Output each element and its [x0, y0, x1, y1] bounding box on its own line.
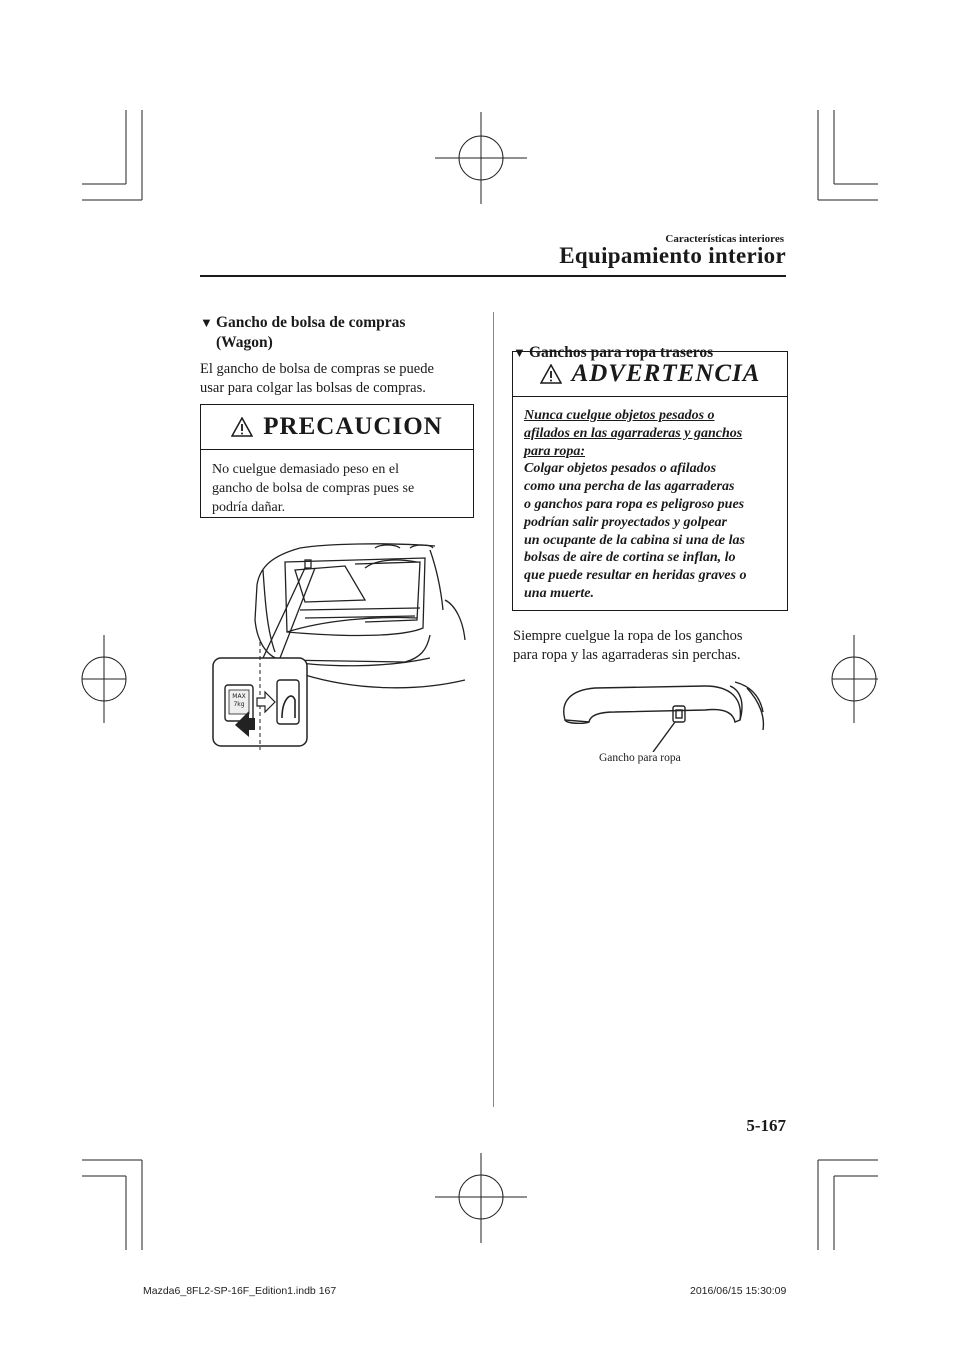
triangle-bullet-icon: ▼: [513, 345, 526, 360]
max-weight-text: MAX: [232, 693, 246, 700]
shopping-hook-description: El gancho de bolsa de compras se puede usar para colgar las bolsas de compras.: [200, 361, 434, 396]
caution-header: [201, 405, 473, 450]
footer-filename: Mazda6_8FL2-SP-16F_Edition1.indb 167: [143, 1285, 337, 1297]
svg-text:7kg: 7kg: [233, 701, 245, 708]
footer-timestamp: 2016/06/15 15:30:09: [690, 1285, 787, 1297]
warning-box: [512, 351, 788, 611]
cargo-area-illustration: [205, 540, 480, 750]
section-title: Características interiores: [665, 233, 784, 245]
caution-label: PRECAUCION: [263, 413, 443, 440]
caution-text: No cuelgue demasiado peso en el gancho de bolsa de compras pues se podría dañar.: [212, 462, 415, 515]
page-number: 5-167: [746, 1116, 786, 1135]
grab-handle-illustration: [555, 672, 765, 752]
clothes-hooks-description: Siempre cuelgue la ropa de los ganchos para ropa y las agarraderas sin perchas.: [513, 628, 743, 663]
warning-triangle-icon: [231, 417, 253, 437]
warning-label: ADVERTENCIA: [571, 360, 761, 387]
warning-text: Nunca cuelgue objetos pesados o afilados en las agarraderas y ganchos para ropa: Colgar objetos pesados o afilados como una percha de las agarraderas o ganchos para ropa es peligroso pues podrían salir proyectados y golpear un ocupante de la cabina si una de las bolsas de aire de cortina se inflan, lo que puede resultar en heridas graves o una muerte.: [524, 408, 747, 601]
chapter-title: Equipamiento interior: [559, 243, 786, 268]
rear-clothes-hooks-heading: ▼ Ganchos para ropa traseros: [513, 344, 714, 361]
clothes-hook-caption: Gancho para ropa: [599, 752, 681, 764]
shopping-hook-heading: ▼ Gancho de bolsa de compras (Wagon): [200, 314, 406, 351]
caution-box: [200, 404, 474, 518]
triangle-bullet-icon: ▼: [200, 315, 213, 330]
column-divider: [493, 312, 494, 1107]
warning-header: [513, 352, 787, 397]
header-rule: [200, 275, 786, 277]
warning-triangle-icon: [540, 364, 562, 384]
